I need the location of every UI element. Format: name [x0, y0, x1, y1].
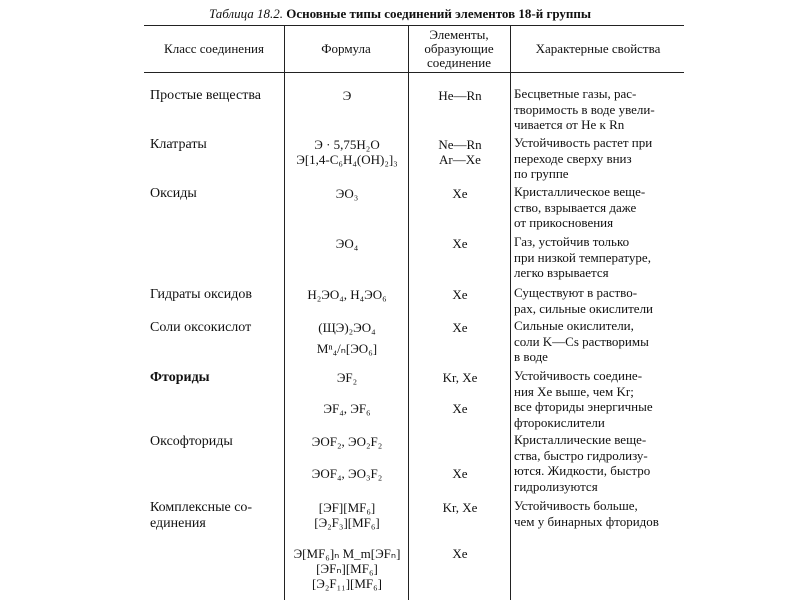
row-oxofluorides-class: Оксофториды [150, 434, 233, 449]
caption-number: Таблица 18.2. [208, 6, 283, 21]
row-oxides2-elements: Xe [452, 236, 468, 251]
header-formula: Формула [321, 41, 371, 56]
header-properties: Характерные свойства [535, 41, 661, 56]
row-simple-formula: Э [342, 88, 352, 103]
row-complex2-elements: Xe [452, 546, 468, 561]
row-simple-class: Простые вещества [150, 88, 261, 103]
row-hydrates-class: Гидраты оксидов [150, 287, 252, 302]
table-caption [0, 6, 800, 22]
row-oxides-class: Оксиды [150, 186, 197, 201]
column-divider-1 [284, 26, 285, 600]
row-complex-props: Устойчивость больше, чем у бинарных фторидов [514, 498, 659, 529]
table-top-rule [144, 25, 684, 26]
row-salts-elements: Xe [452, 320, 468, 335]
row-salts-class: Соли оксокислот [150, 320, 252, 335]
row-oxides-formula: ЭO₃ [335, 186, 359, 201]
row-oxides-elements: Xe [452, 186, 468, 201]
column-divider-2 [408, 26, 409, 600]
row-fluorides-class: Фториды [150, 370, 210, 385]
row-fluorides-props: Устойчивость соедине- ния Xe выше, чем Kr; все фториды энергичные фторокислители [514, 368, 653, 430]
row-oxofluorides-props: Кристаллические веще- ства, быстро гидролизу- ются. Жидкости, быстро гидролизуются [514, 432, 651, 494]
row-fluorides-elements: Kr, Xe [442, 370, 478, 385]
row-hydrates-props: Существуют в раство- рах, сильные окислители [514, 285, 654, 316]
row-oxides-props: Кристаллическое веще- ство, взрывается даже от прикосновения [514, 184, 646, 230]
row-clathrates-props: Устойчивость растет при переходе сверху вниз по группе [514, 135, 653, 181]
row-clathrates-elements: Ne—Rn Ar—Xe [438, 137, 482, 167]
row-oxofluorides2-elements: Xe [452, 466, 468, 481]
row-complex-formula: [ЭF][MF₆] [Э₂F₃][MF₆] [314, 500, 380, 530]
row-simple-props: Бесцветные газы, рас- творимость в воде увели- чивается от He к Rn [514, 86, 655, 132]
row-fluorides-formula: ЭF₂ [336, 370, 358, 385]
row-simple-elements: He—Rn [438, 88, 482, 103]
row-clathrates-class: Клатраты [150, 137, 207, 152]
row-fluorides2-elements: Xe [452, 401, 468, 416]
header-elements: Элементы, образующие соединение [424, 27, 494, 70]
row-hydrates-elements: Xe [452, 287, 468, 302]
header-class: Класс соединения [164, 41, 264, 56]
row-complex2-formula: Э[MF₆]ₙ M_m[ЭFₙ] [ЭFₙ][MF₆] [Э₂F₁₁][MF₆] [293, 546, 401, 591]
header-bottom-rule [144, 72, 684, 73]
row-oxides2-props: Газ, устойчив только при низкой температуре, легко взрывается [514, 234, 651, 280]
row-complex-elements: Kr, Xe [442, 500, 478, 515]
row-salts-props: Сильные окислители, соли K—Cs растворимы в воде [514, 318, 649, 364]
row-oxofluorides2-formula: ЭOF₄, ЭO₃F₂ [311, 466, 383, 481]
column-divider-3 [510, 26, 511, 600]
row-clathrates-formula: Э · 5,75H₂O Э[1,4-C₆H₄(OH)₂]₃ [296, 137, 398, 167]
row-complex-class: Комплексные со- единения [150, 500, 253, 531]
row-salts-formula: (ЩЭ)₂ЭO₄ Mⁿ₄/ₙ[ЭO₆] [316, 320, 378, 356]
caption-title: Основные типы соединений элементов 18-й группы [286, 6, 592, 21]
row-oxofluorides-formula: ЭOF₂, ЭO₂F₂ [311, 434, 383, 449]
row-fluorides2-formula: ЭF₄, ЭF₆ [323, 401, 371, 416]
row-oxides2-formula: ЭO₄ [335, 236, 359, 251]
row-hydrates-formula: H₂ЭO₄, H₄ЭO₆ [307, 287, 387, 302]
